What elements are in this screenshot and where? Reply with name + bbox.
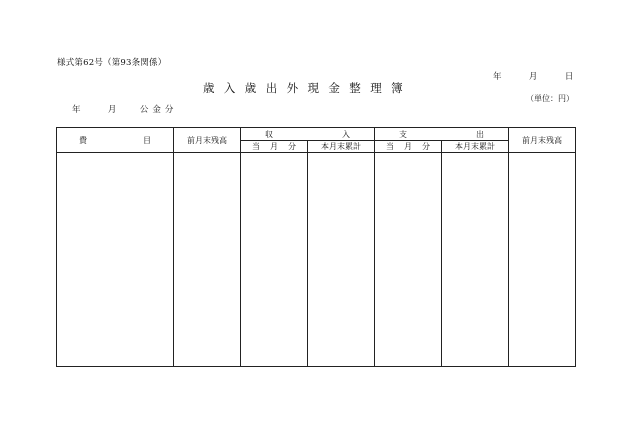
body-cell-expense-item[interactable] [57, 153, 174, 367]
table-body-row [57, 153, 576, 367]
period-line [72, 103, 177, 115]
date-year-label: 年 [493, 72, 502, 82]
body-cell-income-current[interactable] [241, 153, 308, 367]
period-fund-label: 公金分 [139, 105, 178, 115]
body-cell-payment-current[interactable] [375, 153, 442, 367]
header-payment-current: 当 月 分 [375, 141, 442, 153]
body-cell-income-cumulative[interactable] [308, 153, 375, 367]
unit-note: （単位：円） [526, 94, 574, 103]
document-title: 歳入歳出外現金整理簿 [203, 81, 412, 95]
period-month-label: 月 [107, 105, 117, 115]
header-income-current: 当 月 分 [241, 141, 308, 153]
form-number: 様式第62号（第93条関係） [57, 58, 167, 68]
header-prev-balance: 前月末残高 [174, 128, 241, 153]
body-cell-prev-balance[interactable] [174, 153, 241, 367]
header-income: 収 入 [241, 128, 375, 141]
header-next-balance: 前月末残高 [509, 128, 576, 153]
date-month-label: 月 [528, 72, 538, 82]
body-cell-payment-cumulative[interactable] [442, 153, 509, 367]
date-line [493, 70, 573, 82]
ledger-table [56, 127, 576, 367]
header-expense-item: 費 目 [57, 128, 174, 153]
header-income-cumulative: 本月末累計 [308, 141, 375, 153]
body-cell-next-balance[interactable] [509, 153, 576, 367]
date-day-label: 日 [564, 72, 574, 82]
period-year-label: 年 [72, 105, 81, 115]
header-row-1 [57, 128, 576, 141]
header-payment: 支 出 [375, 128, 509, 141]
header-payment-cumulative: 本月末累計 [442, 141, 509, 153]
